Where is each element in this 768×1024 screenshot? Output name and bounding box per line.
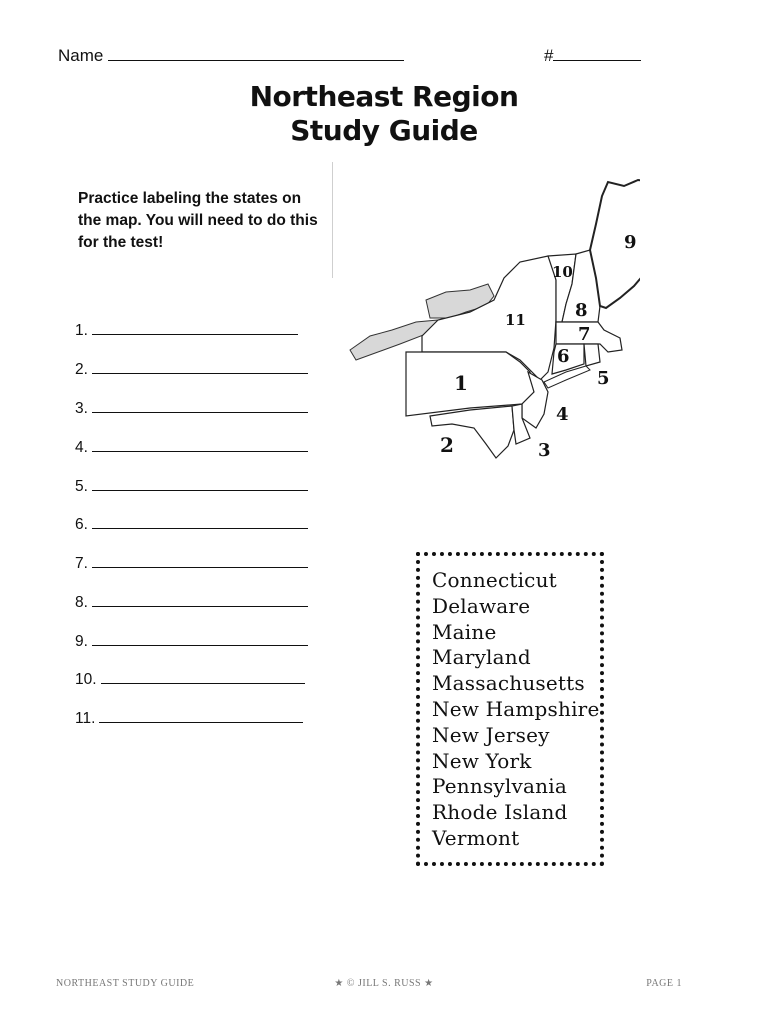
answer-number: 4. [75, 439, 88, 456]
map-label-10: 10 [552, 263, 573, 281]
map-label-1: 1 [454, 371, 468, 395]
answer-line[interactable] [75, 361, 308, 379]
word-bank-item: Delaware [432, 593, 531, 618]
word-bank-item: New Jersey [432, 722, 550, 747]
map-label-11: 11 [505, 311, 526, 329]
map-label-2: 2 [440, 433, 454, 457]
word-bank-item: Vermont [432, 825, 520, 850]
title-line-2: Study Guide [290, 114, 478, 147]
answer-blank[interactable] [92, 450, 308, 452]
footer-center: ★ © JILL S. RUSS ★ [334, 978, 434, 989]
word-bank-item: Rhode Island [432, 800, 568, 825]
answer-line[interactable] [75, 633, 308, 651]
map-label-9: 9 [624, 232, 637, 253]
answer-blank[interactable] [92, 605, 308, 607]
answer-number: 8. [75, 594, 88, 611]
word-bank-item: Massachusetts [432, 671, 585, 696]
answer-line[interactable] [75, 478, 308, 496]
word-bank-item: Maine [432, 619, 497, 644]
word-bank-item: New York [432, 748, 532, 773]
answer-blank[interactable] [99, 721, 303, 723]
answer-blank[interactable] [92, 527, 308, 529]
map-label-3: 3 [538, 440, 551, 461]
instructions-text: Practice labeling the states on the map. You will need to do this for the test! [78, 190, 318, 251]
map-label-4: 4 [556, 404, 569, 425]
number-blank-line[interactable] [553, 60, 641, 61]
answer-line[interactable] [75, 400, 308, 418]
answer-line[interactable] [75, 322, 298, 340]
answer-number: 7. [75, 555, 88, 572]
answer-number: 5. [75, 478, 88, 495]
answer-blank[interactable] [101, 682, 305, 684]
word-bank-item: Connecticut [432, 568, 557, 592]
word-bank [416, 552, 604, 866]
title-line-1: Northeast Region [249, 80, 519, 113]
footer-left: NORTHEAST STUDY GUIDE [56, 978, 195, 989]
name-label: Name [58, 46, 104, 65]
answer-line[interactable] [75, 516, 308, 534]
answer-line[interactable] [75, 439, 308, 457]
answer-blank[interactable] [92, 372, 308, 374]
word-bank-item: Maryland [432, 645, 531, 670]
map-label-7: 7 [578, 324, 591, 345]
name-field[interactable] [58, 46, 404, 66]
state-rhode-island [584, 344, 600, 366]
answer-blank[interactable] [92, 489, 308, 491]
answer-number: 6. [75, 516, 88, 533]
answer-line[interactable] [75, 710, 303, 728]
map-label-6: 6 [557, 346, 570, 367]
answer-number: 10. [75, 671, 97, 688]
answer-number: 9. [75, 633, 88, 650]
answer-line[interactable] [75, 594, 308, 612]
answer-line[interactable] [75, 555, 308, 573]
answer-number: 2. [75, 361, 88, 378]
answer-line[interactable] [75, 671, 305, 689]
page-title [0, 80, 768, 148]
answer-number: 1. [75, 322, 88, 339]
name-blank-line[interactable] [108, 60, 404, 61]
answer-blank[interactable] [92, 333, 298, 335]
answer-blank[interactable] [92, 411, 308, 413]
answer-number: 3. [75, 400, 88, 417]
word-bank-item: New Hampshire [432, 696, 600, 721]
footer-page-number: PAGE 1 [646, 978, 682, 989]
number-field[interactable] [544, 46, 641, 66]
map-label-5: 5 [597, 368, 610, 389]
map-label-8: 8 [575, 300, 588, 321]
answer-blank[interactable] [92, 644, 308, 646]
number-label: # [544, 46, 554, 65]
answer-blank[interactable] [92, 566, 308, 568]
word-bank-item: Pennsylvania [432, 774, 567, 799]
answer-number: 11. [75, 710, 96, 727]
divider [332, 162, 333, 278]
northeast-map [340, 172, 640, 472]
